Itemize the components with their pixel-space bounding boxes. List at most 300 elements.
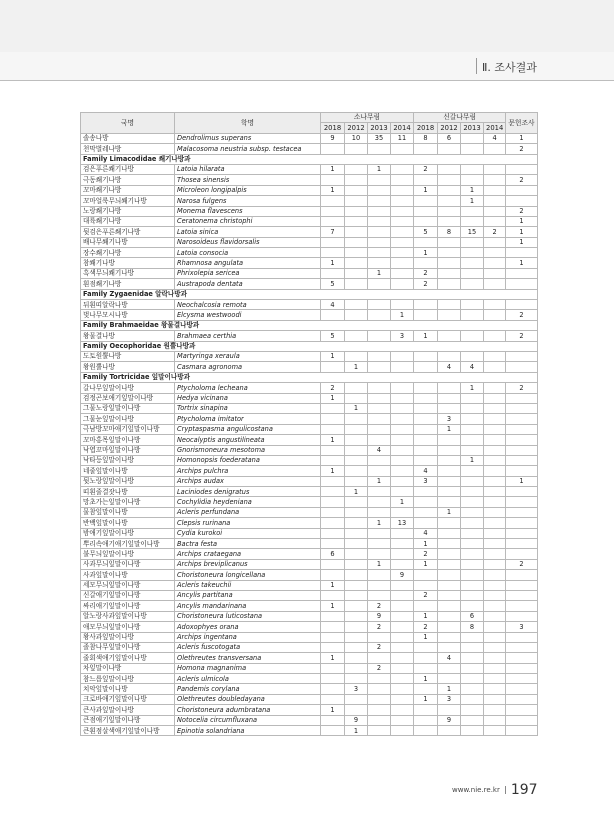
count-cell [461,642,484,652]
count-cell [391,622,414,632]
count-cell [438,663,461,673]
count-cell: 1 [321,705,345,715]
count-cell [438,455,461,465]
korean-name-cell: 노랑쐐기나방 [81,206,175,216]
count-cell [368,258,391,268]
count-cell [484,559,506,569]
count-cell [484,455,506,465]
count-cell [484,507,506,517]
count-cell [461,310,484,320]
count-cell [391,216,414,226]
korean-name-cell: 꼬마얼룩무늬쐐기나방 [81,196,175,206]
species-row [81,164,538,174]
count-cell [438,144,461,154]
count-cell: 8 [461,622,484,632]
count-cell [368,539,391,549]
korean-name-cell: 극남방꼬마애기잎말이나방 [81,424,175,434]
count-cell [438,206,461,216]
count-cell: 2 [368,622,391,632]
count-cell [484,164,506,174]
count-cell [321,539,345,549]
species-row [81,206,538,216]
count-cell [368,455,391,465]
korean-name-cell: 흰점쐐기나방 [81,279,175,289]
count-cell: 2 [414,622,438,632]
count-cell [391,642,414,652]
count-cell [368,206,391,216]
count-cell [368,227,391,237]
scientific-name-cell: Ancylis partitana [175,590,321,600]
count-cell [484,310,506,320]
count-cell [345,227,368,237]
count-cell: 1 [321,466,345,476]
count-cell [414,455,438,465]
scientific-name-cell: Bactra festa [175,539,321,549]
species-row [81,653,538,663]
family-label: Family Brahmaeidae 왕물결나방과 [81,320,538,330]
count-cell: 1 [438,424,461,434]
count-cell [391,476,414,486]
count-cell [368,279,391,289]
scientific-name-cell: Austrapoda dentata [175,279,321,289]
count-cell [414,310,438,320]
count-cell [391,393,414,403]
count-cell [506,268,537,278]
header-separator [476,58,477,74]
count-cell [368,216,391,226]
korean-name-cell: 왕물결나방 [81,331,175,341]
species-row [81,268,538,278]
count-cell [321,663,345,673]
count-cell [321,642,345,652]
count-cell [484,383,506,393]
count-cell [345,611,368,621]
count-cell [461,351,484,361]
count-cell [391,590,414,600]
species-row [81,144,538,154]
korean-name-cell: 반백잎말이나방 [81,518,175,528]
count-cell [438,300,461,310]
count-cell [391,300,414,310]
running-header [0,52,614,81]
korean-name-cell: 차잎말이나방 [81,663,175,673]
family-row [81,320,538,330]
species-row [81,487,538,497]
count-cell [321,715,345,725]
year-header: 2012 [438,123,461,133]
section-title: Ⅱ. 조사결과 [482,61,537,74]
year-header: 2018 [321,123,345,133]
count-cell [368,403,391,413]
count-cell: 4 [438,653,461,663]
species-row [81,310,538,320]
count-cell [438,726,461,736]
table-header [81,113,538,134]
species-row [81,466,538,476]
count-cell [461,518,484,528]
count-cell [321,518,345,528]
count-cell [391,445,414,455]
count-cell: 6 [438,133,461,143]
count-cell [438,164,461,174]
count-cell [345,237,368,247]
count-cell [506,601,537,611]
korean-name-cell: 알노랑사과잎말이나방 [81,611,175,621]
count-cell [438,518,461,528]
count-cell [345,310,368,320]
count-cell: 2 [506,559,537,569]
count-cell [438,268,461,278]
count-cell: 1 [391,497,414,507]
count-cell [368,331,391,341]
count-cell: 1 [368,476,391,486]
count-cell: 4 [438,362,461,372]
count-cell [391,403,414,413]
year-header: 2012 [345,123,368,133]
count-cell: 1 [506,258,537,268]
count-cell [506,196,537,206]
count-cell [345,351,368,361]
species-row [81,611,538,621]
scientific-name-cell: Acleris takeuchii [175,580,321,590]
table-body [81,133,538,736]
count-cell [414,684,438,694]
species-row [81,601,538,611]
col-header-korean-name: 국명 [81,113,175,134]
count-cell [461,632,484,642]
scientific-name-cell: Dendrolimus superans [175,133,321,143]
count-cell: 1 [414,331,438,341]
count-cell [438,590,461,600]
count-cell [438,601,461,611]
count-cell [438,331,461,341]
count-cell [414,487,438,497]
scientific-name-cell: Tortrix sinapina [175,403,321,413]
korean-name-cell: 뒷노랑잎말이나방 [81,476,175,486]
count-cell: 1 [438,684,461,694]
scientific-name-cell: Archips ingentana [175,632,321,642]
footer-url: www.nie.re.kr [452,786,500,794]
count-cell: 2 [506,331,537,341]
count-cell: 1 [321,351,345,361]
count-cell [391,248,414,258]
count-cell [414,518,438,528]
col-header-scientific-name: 학명 [175,113,321,134]
korean-name-cell: 검은푸른쐐기나방 [81,164,175,174]
count-cell [368,196,391,206]
count-cell [506,694,537,704]
count-cell: 1 [321,393,345,403]
family-row [81,289,538,299]
count-cell [345,528,368,538]
count-cell [368,590,391,600]
count-cell [345,653,368,663]
count-cell [506,403,537,413]
top-band [0,0,614,52]
species-row [81,549,538,559]
count-cell [506,539,537,549]
count-cell [484,715,506,725]
count-cell [368,570,391,580]
species-row [81,414,538,424]
page-number: 197 [510,782,538,798]
count-cell: 5 [321,331,345,341]
count-cell: 1 [345,362,368,372]
count-cell: 1 [321,580,345,590]
korean-name-cell: 줄회색애기잎말이나방 [81,653,175,663]
count-cell [461,559,484,569]
count-cell: 2 [506,383,537,393]
year-header: 2014 [484,123,506,133]
species-row [81,507,538,517]
count-cell [506,528,537,538]
count-cell [461,549,484,559]
count-cell: 1 [506,476,537,486]
count-cell [321,622,345,632]
count-cell [414,715,438,725]
count-cell [484,497,506,507]
count-cell [461,570,484,580]
count-cell [368,487,391,497]
count-cell [484,393,506,403]
count-cell [484,653,506,663]
scientific-name-cell: Choristoneura luticostana [175,611,321,621]
count-cell [368,580,391,590]
count-cell [345,393,368,403]
korean-name-cell: 솔송나방 [81,133,175,143]
count-cell [484,362,506,372]
count-cell [345,175,368,185]
count-cell [438,279,461,289]
count-cell: 6 [461,611,484,621]
korean-name-cell: 크로바애기잎말이나방 [81,694,175,704]
count-cell [345,185,368,195]
count-cell [391,487,414,497]
count-cell: 1 [368,164,391,174]
count-cell [484,466,506,476]
count-cell [414,570,438,580]
count-cell [321,497,345,507]
count-cell [414,601,438,611]
species-row [81,403,538,413]
count-cell [438,435,461,445]
scientific-name-cell: Choristoneura adumbratana [175,705,321,715]
count-cell [321,487,345,497]
count-cell: 2 [368,642,391,652]
count-cell [484,424,506,434]
scientific-name-cell: Neocalyptis angustilineata [175,435,321,445]
count-cell: 2 [506,310,537,320]
count-cell [368,175,391,185]
species-row [81,705,538,715]
count-cell [461,403,484,413]
count-cell [414,435,438,445]
count-cell [438,642,461,652]
count-cell: 3 [391,331,414,341]
count-cell [484,726,506,736]
count-cell [391,279,414,289]
count-cell: 3 [438,414,461,424]
count-cell: 10 [345,133,368,143]
count-cell [321,590,345,600]
count-cell [321,175,345,185]
species-row [81,196,538,206]
species-row [81,248,538,258]
count-cell [461,476,484,486]
count-cell [321,455,345,465]
count-cell [506,590,537,600]
count-cell [391,705,414,715]
species-row [81,351,538,361]
count-cell: 1 [438,507,461,517]
count-cell [461,414,484,424]
count-cell [414,726,438,736]
count-cell [484,601,506,611]
count-cell [368,528,391,538]
korean-name-cell: 큰흰점살색애기잎말이나방 [81,726,175,736]
scientific-name-cell: Hedya vicinana [175,393,321,403]
count-cell [461,393,484,403]
scientific-name-cell: Acleris fuscotogata [175,642,321,652]
scientific-name-cell: Thosea sinensis [175,175,321,185]
count-cell: 1 [414,248,438,258]
count-cell [438,393,461,403]
count-cell [345,414,368,424]
count-cell: 4 [484,133,506,143]
count-cell [391,185,414,195]
count-cell [321,424,345,434]
count-cell [368,684,391,694]
count-cell [321,570,345,580]
count-cell [345,476,368,486]
count-cell [461,497,484,507]
count-cell [368,144,391,154]
count-cell: 3 [345,684,368,694]
count-cell [506,362,537,372]
count-cell [414,580,438,590]
korean-name-cell: 사과무늬잎말이나방 [81,559,175,569]
count-cell: 2 [414,590,438,600]
count-cell [461,684,484,694]
count-cell: 11 [391,133,414,143]
count-cell [321,414,345,424]
count-cell [368,694,391,704]
count-cell [368,248,391,258]
count-cell [345,144,368,154]
scientific-name-cell: Narosa fulgens [175,196,321,206]
count-cell [368,726,391,736]
species-row [81,476,538,486]
species-row [81,684,538,694]
scientific-name-cell: Archips audax [175,476,321,486]
count-cell [414,424,438,434]
count-cell [461,601,484,611]
count-cell [321,694,345,704]
count-cell [414,497,438,507]
year-header: 2014 [391,123,414,133]
count-cell [391,632,414,642]
count-cell [321,144,345,154]
count-cell [484,476,506,486]
korean-name-cell: 물참잎말이나방 [81,507,175,517]
count-cell [461,487,484,497]
count-cell [506,507,537,517]
count-cell [321,507,345,517]
count-cell [368,715,391,725]
count-cell [484,258,506,268]
count-cell: 9 [368,611,391,621]
count-cell [391,715,414,725]
species-row [81,632,538,642]
count-cell [345,539,368,549]
count-cell: 1 [321,653,345,663]
species-row [81,227,538,237]
species-row [81,279,538,289]
count-cell [345,445,368,455]
count-cell [368,393,391,403]
count-cell [461,133,484,143]
count-cell [461,590,484,600]
count-cell [391,539,414,549]
korean-name-cell: 뿌리속애기애기잎말이나방 [81,539,175,549]
scientific-name-cell: Epinotia solandriana [175,726,321,736]
count-cell [484,268,506,278]
count-cell [484,622,506,632]
count-cell [506,248,537,258]
count-cell [345,518,368,528]
count-cell [461,164,484,174]
count-cell: 1 [414,674,438,684]
korean-name-cell: 싸리애기잎말이나방 [81,601,175,611]
species-row [81,518,538,528]
count-cell [506,445,537,455]
count-cell [438,175,461,185]
count-cell [484,248,506,258]
count-cell [345,216,368,226]
count-cell [484,570,506,580]
count-cell [345,580,368,590]
count-cell [391,653,414,663]
count-cell [321,268,345,278]
scientific-name-cell: Ptycholoma lecheana [175,383,321,393]
species-row [81,497,538,507]
count-cell: 4 [321,300,345,310]
count-cell [438,539,461,549]
count-cell: 1 [345,403,368,413]
count-cell: 4 [414,528,438,538]
species-row [81,528,538,538]
count-cell [506,279,537,289]
count-cell [438,611,461,621]
count-cell [484,196,506,206]
count-cell [414,705,438,715]
species-table [80,112,538,736]
count-cell [461,206,484,216]
scientific-name-cell: Rhamnosa angulata [175,258,321,268]
count-cell [461,248,484,258]
korean-name-cell: 낙타등잎말이나방 [81,455,175,465]
count-cell [438,403,461,413]
count-cell [391,726,414,736]
count-cell [506,455,537,465]
count-cell [321,684,345,694]
korean-name-cell: 극동쐐기나방 [81,175,175,185]
count-cell: 3 [438,694,461,704]
count-cell: 2 [506,144,537,154]
count-cell [391,611,414,621]
count-cell [438,310,461,320]
count-cell [391,684,414,694]
